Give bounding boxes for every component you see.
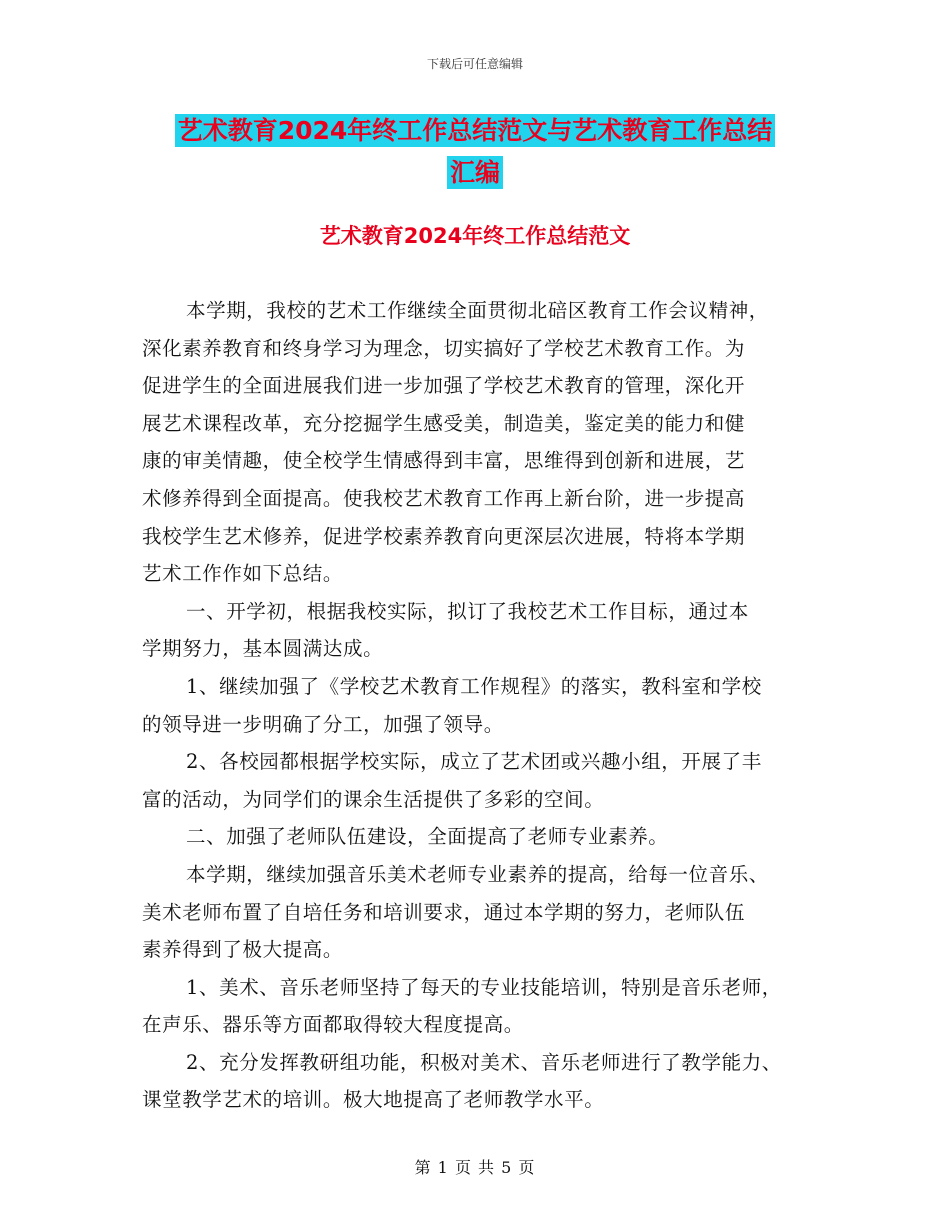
document-title-line-2 [0,154,950,192]
paragraph-line: 2、充分发挥教研组功能，积极对美术、音乐老师进行了教学能力、 [186,1050,782,1074]
paragraph-line: 艺术工作作如下总结。 [142,562,344,586]
paragraph-line: 素养得到了极大提高。 [142,938,344,962]
paragraph-line: 一、开学初，根据我校实际，拟订了我校艺术工作目标，通过本 [186,599,749,623]
paragraph-line: 促进学生的全面进展我们进一步加强了学校艺术教育的管理，深化开 [142,374,746,398]
paragraph-line: 在声乐、器乐等方面都取得较大程度提高。 [142,1013,524,1037]
body-text [142,292,807,1119]
paragraph-line: 我校学生艺术修养，促进学校素养教育向更深层次进展，特将本学期 [142,524,746,548]
paragraph-line: 二、加强了老师队伍建设，全面提高了老师专业素养。 [186,825,669,849]
paragraph-line: 深化素养教育和终身学习为理念，切实搞好了学校艺术教育工作。为 [142,336,746,360]
paragraph-line: 1、美术、音乐老师坚持了每天的专业技能培训，特别是音乐老师， [186,975,782,999]
page-footer: 第 1 页 共 5 页 [414,1158,536,1177]
paragraph-line: 展艺术课程改革，充分挖掘学生感受美，制造美，鉴定美的能力和健 [142,411,746,435]
header-note: 下载后可任意编辑 [426,57,523,71]
paragraph-line: 学期努力，基本圆满达成。 [142,637,384,661]
paragraph-line: 本学期，继续加强音乐美术老师专业素养的提高，给每一位音乐、 [186,862,769,886]
paragraph-line: 的领导进一步明确了分工，加强了领导。 [142,712,504,736]
paragraph-line: 1、继续加强了《学校艺术教育工作规程》的落实，教科室和学校 [186,674,762,698]
paragraph-line: 术修养得到全面提高。使我校艺术教育工作再上新台阶，进一步提高 [142,486,746,510]
paragraph-line: 课堂教学艺术的培训。极大地提高了老师教学水平。 [142,1088,605,1112]
paragraph-line: 2、各校园都根据学校实际，成立了艺术团或兴趣小组，开展了丰 [186,750,762,774]
title-highlight-2: 汇编 [447,156,503,189]
section-title: 艺术教育2024年终工作总结范文 [319,224,631,248]
paragraph-line: 本学期，我校的艺术工作继续全面贯彻北碚区教育工作会议精神， [186,299,769,322]
document-title-line-1 [0,112,950,150]
paragraph-line: 富的活动，为同学们的课余生活提供了多彩的空间。 [142,787,605,811]
paragraph-line: 美术老师布置了自培任务和培训要求，通过本学期的努力，老师队伍 [142,900,746,924]
paragraph-line: 康的审美情趣，使全校学生情感得到丰富，思维得到创新和进展，艺 [142,449,746,473]
title-highlight-1: 艺术教育2024年终工作总结范文与艺术教育工作总结 [175,114,776,147]
